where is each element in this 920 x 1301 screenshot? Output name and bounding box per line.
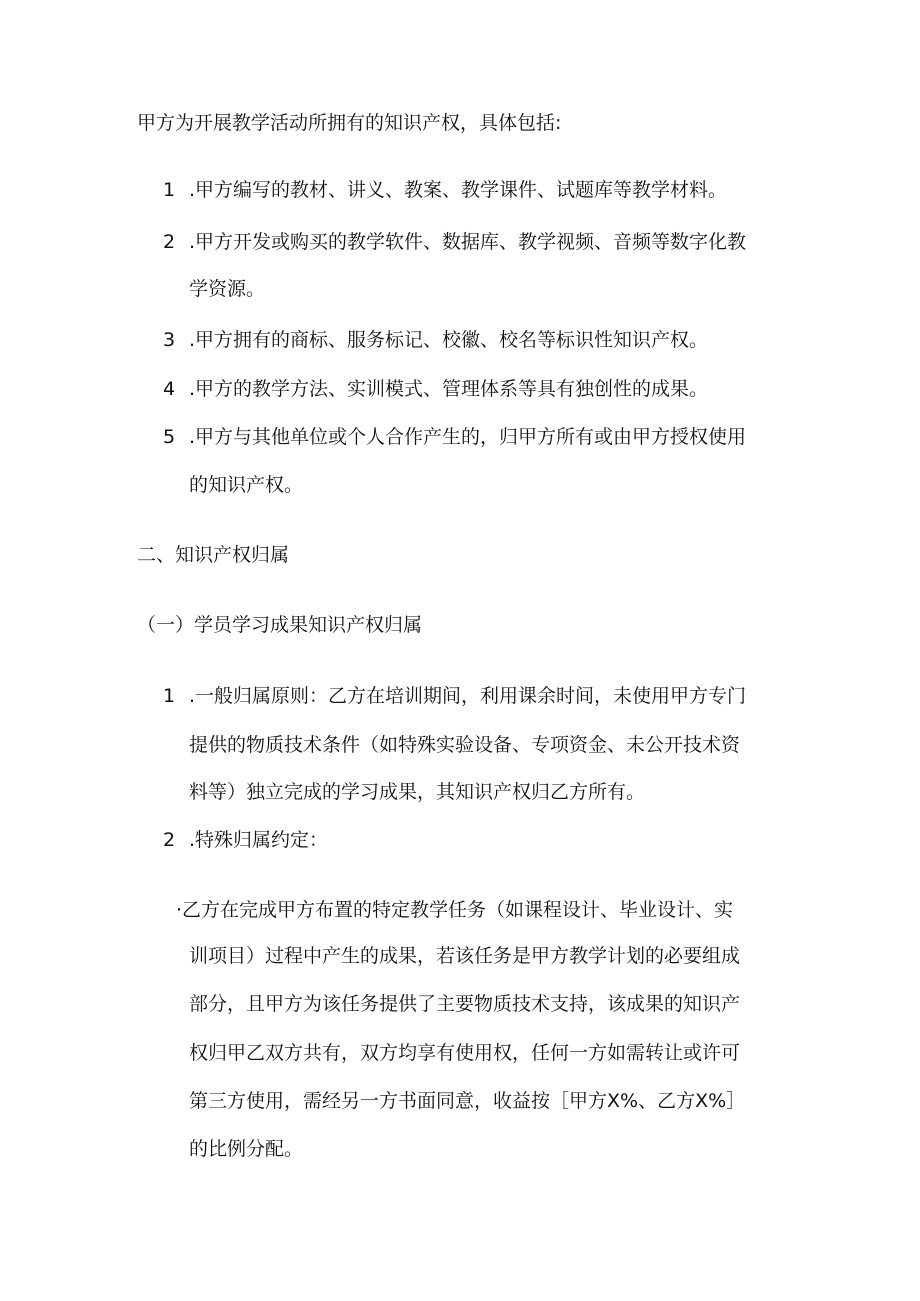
bullet-paragraph-line: 部分，且甲方为该任务提供了主要物质技术支持，该成果的知识产: [189, 993, 741, 1015]
section-heading: 二、知识产权归属: [137, 544, 290, 566]
bullet-paragraph-line: 权归甲乙双方共有，双方均享有使用权，任何一方如需转让或许可: [189, 1042, 741, 1064]
list-item-text: .特殊归属约定：: [189, 829, 329, 851]
bullet-paragraph-line: 第三方使用，需经另一方书面同意，收益按［甲方X%、乙方X%］: [189, 1090, 746, 1112]
list-item-number: 1: [163, 685, 176, 707]
list-item-number: 2: [163, 829, 176, 851]
list-item-number: 1: [163, 179, 176, 201]
list-item: [163, 683, 746, 710]
list-item-continuation: 的知识产权。: [189, 474, 304, 496]
subsection-heading: （一）学员学习成果知识产权归属: [137, 614, 423, 636]
list-item-number: 2: [163, 231, 176, 253]
list-item-continuation: 料等）独立完成的学习成果，其知识产权归乙方所有。: [189, 781, 646, 803]
list-item-text: .甲方与其他单位或个人合作产生的，归甲方所有或由甲方授权使用: [189, 426, 747, 448]
bullet-paragraph-line: 训项目）过程中产生的成果，若该任务是甲方教学计划的必要组成: [189, 945, 741, 967]
list-item: [163, 827, 328, 854]
intro-paragraph: 甲方为开展教学活动所拥有的知识产权，具体包括:: [137, 112, 562, 134]
list-item-text: .甲方编写的教材、讲义、教案、教学课件、试题库等教学材料。: [189, 179, 728, 201]
list-item: [163, 327, 708, 354]
list-item: [163, 229, 746, 256]
bullet-paragraph-line: ·乙方在完成甲方布置的特定教学任务（如课程设计、毕业设计、实: [176, 899, 734, 921]
list-item-number: 3: [163, 329, 176, 351]
list-item-text: .甲方的教学方法、实训模式、管理体系等具有独创性的成果。: [189, 378, 709, 400]
list-item-number: 5: [163, 426, 176, 448]
list-item: [163, 177, 727, 204]
list-item-continuation: 学资源。: [189, 278, 266, 300]
list-item-number: 4: [163, 378, 176, 400]
list-item: [163, 376, 708, 403]
bullet-paragraph-line: 的比例分配。: [189, 1138, 304, 1160]
list-item-text: .甲方开发或购买的教学软件、数据库、教学视频、音频等数字化教: [189, 231, 747, 253]
list-item: [163, 424, 746, 451]
list-item-text: .一般归属原则：乙方在培训期间，利用课余时间，未使用甲方专门: [189, 685, 747, 707]
list-item-continuation: 提供的物质技术条件（如特殊实验设备、专项资金、未公开技术资: [189, 734, 741, 756]
list-item-text: .甲方拥有的商标、服务标记、校徽、校名等标识性知识产权。: [189, 329, 709, 351]
